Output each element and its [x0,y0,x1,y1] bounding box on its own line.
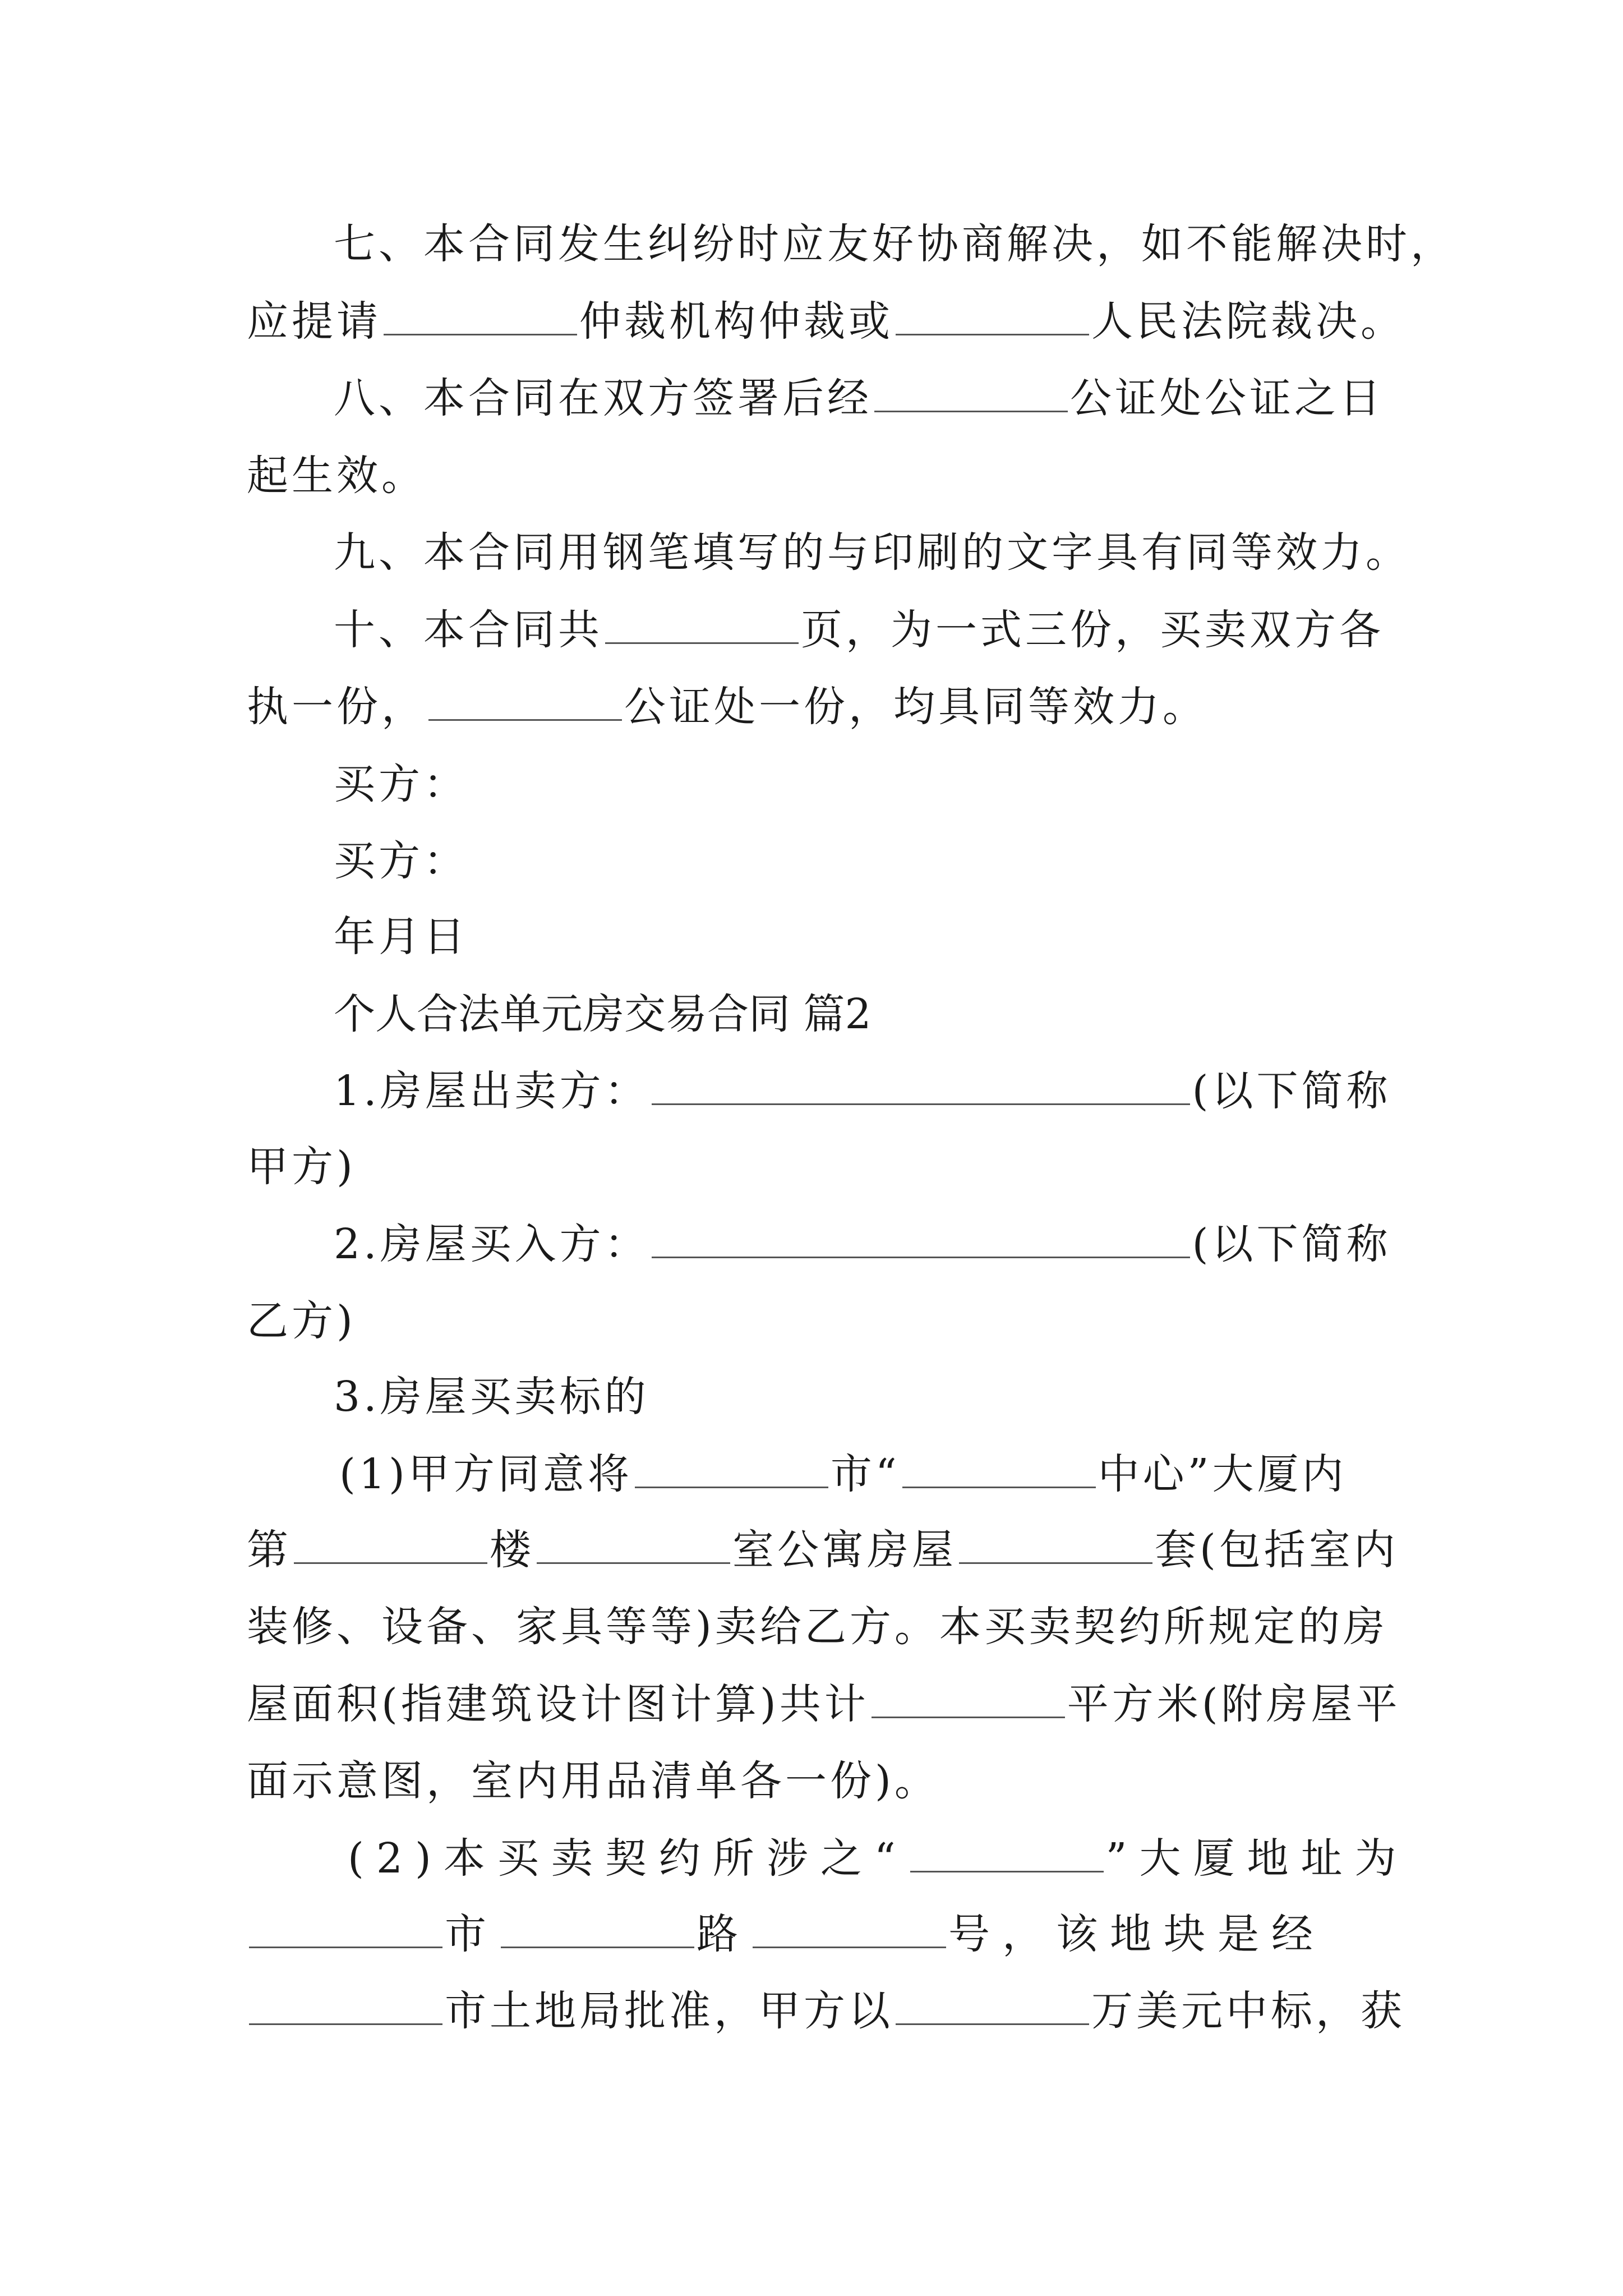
item-3-2-text-2c: 号，该地块是经 [948,1910,1325,1958]
item-1-text-2: 甲方) [247,1143,356,1191]
clause-10-text-1a: 十、本合同共 [334,606,603,654]
address-city-blank [249,1907,442,1948]
clause-7-line-2 [0,282,1623,361]
item-3-2-line-1 [0,1819,1623,1898]
date-label: 年月日 [334,913,468,961]
clause-8-line-1 [0,359,1623,438]
unit-count-blank [959,1523,1152,1564]
clause-7-line-1 [0,205,1623,283]
item-3-1-text-5: 面示意图，室内用品清单各一份)。 [247,1757,939,1805]
clause-7-text-2b: 仲裁机构仲裁或 [579,297,893,346]
item-3-2-text-2b: 路 [697,1910,750,1958]
item-3-1-line-3 [0,1588,1623,1666]
item-3-1-text-1a: (1)甲方同意将 [339,1450,633,1498]
clause-7-text-2c: 人民法院裁决。 [1091,297,1405,346]
item-1-line-2 [0,1128,1623,1206]
center-name-blank [902,1447,1096,1488]
item-3-1-text-2b: 楼 [490,1526,534,1574]
item-2-text-1a: 2.房屋买入方： [334,1220,649,1268]
item-3-1-text-1b: 市“ [830,1450,900,1498]
clause-9-line [0,513,1623,592]
buyer-name-blank [652,1217,1190,1258]
item-3-2-text-1b: ”大厦地址为 [1105,1834,1409,1883]
section-title: 个人合法单元房交易合同 篇2 [334,990,872,1038]
clause-7-text-2a: 应提请 [247,297,381,346]
bid-amount-blank [896,1984,1089,2025]
item-3-1-text-4b: 平方米(附房屋平 [1067,1680,1401,1728]
item-2-text-2: 乙方) [247,1297,356,1345]
item-3-2-line-2 [0,1895,1623,1973]
clause-7-text-1: 七、本合同发生纠纷时应友好协商解决，如不能解决时， [334,220,1455,268]
section-title-line [0,975,1623,1053]
address-number-blank [753,1907,946,1948]
notary-blank [874,371,1068,412]
city-blank-1 [635,1447,828,1488]
seller-name-blank [652,1064,1190,1105]
item-3-1-text-3: 装修、设备、家具等等)卖给乙方。本买卖契约所规定的房 [247,1603,1388,1651]
item-3-1-line-5 [0,1742,1623,1820]
clause-10-line-2 [0,668,1623,746]
clause-8-line-2 [0,436,1623,515]
building-name-blank [910,1832,1104,1872]
clause-10-text-1b: 页，为一式三份，买卖双方各 [801,606,1384,654]
buyer-signature-2 [0,822,1623,900]
clause-10-line-1 [0,591,1623,669]
floor-blank [294,1523,487,1564]
clause-9-text: 九、本合同用钢笔填写的与印刷的文字具有同等效力。 [334,528,1410,577]
room-blank [537,1523,730,1564]
buyer-label-2: 买方： [334,837,468,885]
item-3-2-line-3 [0,1972,1623,2050]
item-3-1-line-1 [0,1435,1623,1513]
item-3-1-text-4a: 屋面积(指建筑设计图计算)共计 [247,1680,869,1728]
arbitration-blank [384,295,577,335]
item-3-2-text-2a: 市 [445,1910,499,1958]
item-2-text-1b: (以下简称 [1192,1220,1391,1268]
item-3-2-text-3a: 市土地局批准，甲方以 [445,1987,893,2035]
clause-10-text-2b: 公证处一份，均具同等效力。 [624,683,1207,731]
area-blank [872,1677,1065,1718]
buyer-signature-1 [0,745,1623,823]
item-3-1-text-2c: 室公寓房屋 [732,1526,957,1574]
item-1-text-1a: 1.房屋出卖方： [334,1067,649,1115]
item-3-text: 3.房屋买卖标的 [334,1373,649,1421]
date-line [0,898,1623,976]
buyer-label-1: 买方： [334,760,468,808]
land-bureau-city-blank [249,1984,442,2025]
item-1-text-1b: (以下简称 [1192,1067,1391,1115]
item-3-1-text-2d: 套(包括室内 [1155,1526,1399,1574]
address-road-blank [501,1907,694,1948]
item-3-2-text-1a: (2)本买卖契约所涉之“ [348,1834,908,1883]
clause-10-text-2a: 执一份， [247,683,426,731]
item-2-line-1 [0,1205,1623,1283]
notary-copy-blank [428,680,622,721]
item-2-line-2 [0,1282,1623,1360]
item-3-line [0,1358,1623,1436]
clause-8-text-2: 起生效。 [247,452,426,500]
clause-8-text-1b: 公证处公证之日 [1070,374,1384,422]
clause-8-text-1a: 八、本合同在双方签署后经 [334,374,872,422]
item-3-1-line-2 [0,1511,1623,1589]
item-3-1-text-1c: 中心”大厦内 [1098,1450,1347,1498]
item-3-2-text-3b: 万美元中标，获 [1091,1987,1405,2035]
court-blank [896,295,1089,335]
item-1-line-1 [0,1052,1623,1130]
item-3-1-text-2a: 第 [247,1526,292,1574]
pages-blank [605,603,799,644]
item-3-1-line-4 [0,1665,1623,1743]
